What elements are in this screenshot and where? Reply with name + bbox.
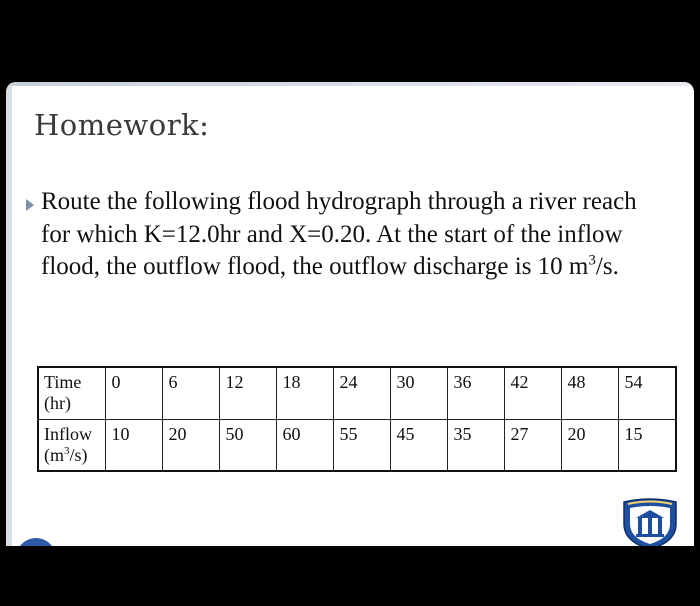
problem-statement [41,186,661,284]
table-row-inflow [38,419,676,471]
inflow-cell: 27 [504,419,561,471]
slide-left-accent [6,82,12,546]
time-header-label: Time [44,372,82,392]
inflow-cell: 35 [447,419,504,471]
problem-text-end: /s. [595,253,619,280]
inflow-header-label: Inflow [44,423,92,444]
time-cell: 18 [276,367,333,419]
inflow-cell: 15 [618,419,676,471]
time-cell: 42 [504,367,561,419]
inflow-cell: 45 [390,419,447,471]
time-cell: 12 [219,367,276,419]
inflow-unit-pre: (m [44,444,64,465]
university-emblem-logo [620,496,680,546]
time-cell: 54 [618,367,676,419]
table-row-time [38,367,676,419]
time-cell: 36 [447,367,504,419]
inflow-cell: 20 [561,419,618,471]
problem-text: Route the following flood hydrograph through a river reach for which K=12.0hr and X=0.20. At the start of the inflow flood, the outflow flood, the outflow discharge is 10 m [41,188,637,280]
hydrograph-table [37,366,677,472]
slide-corner-decoration [16,538,56,546]
inflow-cell: 20 [162,419,219,471]
inflow-cell: 55 [333,419,390,471]
time-header-cell [38,367,105,419]
time-header-unit: (hr) [44,393,71,413]
triangle-bullet-icon [26,199,34,211]
slide [6,82,694,546]
slide-top-accent [6,82,694,86]
time-cell: 24 [333,367,390,419]
inflow-unit-post: /s) [69,444,88,465]
time-cell: 0 [105,367,162,419]
inflow-cell: 50 [219,419,276,471]
time-cell: 6 [162,367,219,419]
problem-text-superscript: 3 [588,252,596,269]
inflow-cell: 60 [276,419,333,471]
inflow-unit-sup: 3 [64,444,70,457]
slide-title: Homework: [34,108,210,142]
time-cell: 30 [390,367,447,419]
inflow-cell: 10 [105,419,162,471]
time-cell: 48 [561,367,618,419]
inflow-header-cell [38,419,105,471]
